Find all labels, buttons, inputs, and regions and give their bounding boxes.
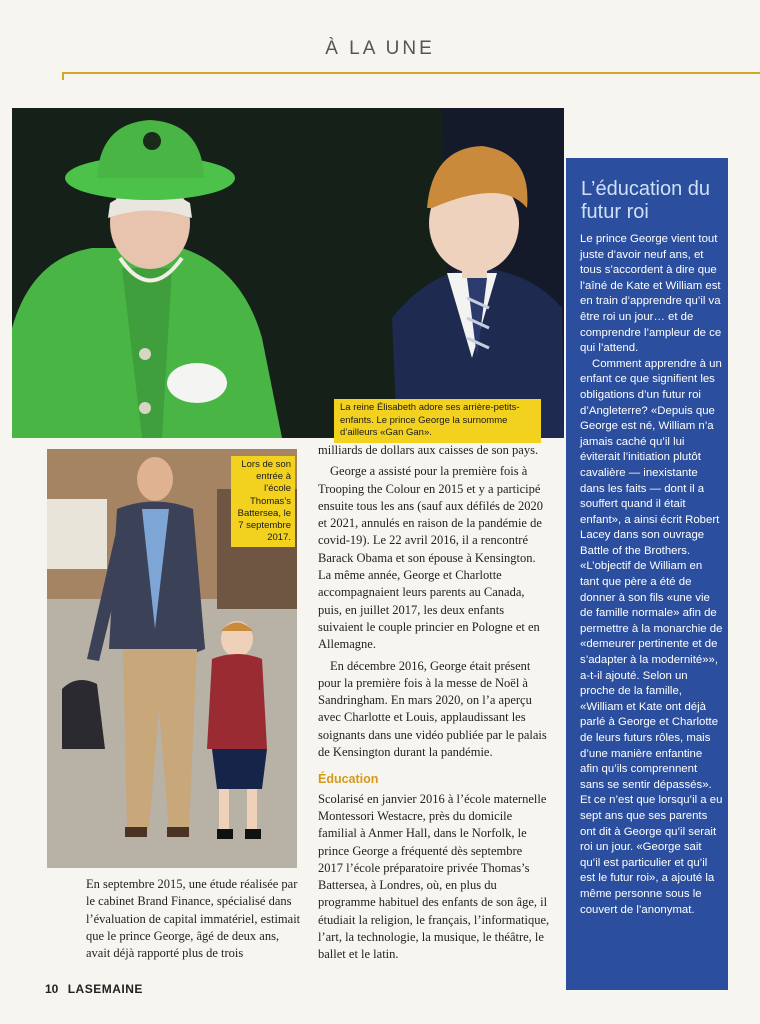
- sidebar-paragraph-1: Le prince George vient tout juste d’avoir neuf ans, et tous s’accordent à dire que l’aîné de Kate et William est en train d’apprendre qu’il va être roi un jour… et de comprendre l’ampleur de ce qui l’attend.: [580, 233, 722, 355]
- brand-name: SEMAINE: [84, 982, 143, 996]
- sidebar-title: L’éducation du futur roi: [581, 178, 711, 223]
- subhead-education: Éducation: [318, 772, 379, 787]
- article-continuation: milliards de dollars aux caisses de son pays.: [318, 443, 539, 457]
- sidebar-text: [580, 232, 723, 918]
- top-photo-caption: La reine Élisabeth adore ses arrière-petits-enfants. Le prince George la surnomme d’ailleurs «Gan Gan».: [334, 399, 541, 443]
- sidebar-education: [566, 158, 728, 990]
- header-rule-cap: [62, 72, 64, 80]
- article-column-1: [86, 876, 304, 966]
- sidebar-paragraph-2: Comment apprendre à un enfant ce que signifient les obligations d’un futur roi d’Angleterre? «Depuis que George est né, William n’a jamais caché qu’il lui éviterait l’initiation plutôt cavalière — inexistante dans les faits — dont il a souffert quand il était enfant», a ainsi écrit Robert Lacey dans son ouvrage Battle of the Brothers. «L’objectif de William en tant que père a été de donner à son fils «une vie de famille normale» afin de permettre à la monarchie de «demeurer pertinente et de s’adapter à la modernité»», a-t-il ajouté. Selon un proche de la famille, «William et Kate ont déjà parlé à George et Charlotte de leurs futurs rôles, mais d’une manière enfantine afin qu’ils comprennent sans se sentir dépassés». Et ce n’est que lorsqu’il a eu sept ans que ses parents ont dit à George qu’il serait roi un jour. «George sait qu’il est particulier et qu’il est le futur roi», a ajouté la même personne sous le couvert de l’anonymat.: [580, 357, 723, 916]
- photo-queen-and-george-illustration: [12, 108, 564, 438]
- section-title: À LA UNE: [325, 38, 435, 59]
- photo-queen-and-george: [12, 108, 564, 438]
- article-column-2: [318, 442, 550, 968]
- side-photo-caption: Lors de son entrée à l’école Thomas’s Battersea, le 7 septembre 2017.: [231, 456, 295, 547]
- page-number: 10: [45, 982, 59, 996]
- header-rule: [62, 72, 760, 74]
- article-paragraph-2: En décembre 2016, George était présent pour la première fois à la messe de Noël à Sandringham. En mars 2020, on l’a aperçu avec Charlotte et Louis, applaudissant les soignants dans une vidéo publiée par le palais de Kensington durant la pandémie.: [318, 658, 547, 760]
- article-paragraph-1: George a assisté pour la première fois à Trooping the Colour en 2015 et y a participé ensuite tous les ans (sauf aux défilés de 2020 et 2021, annulés en raison de la pandémie de covid-19). Le 22 avril 2016, il a rencontré Barack Obama et son épouse à Kensington. La même année, George et Charlotte accompagnaient leurs parents au Canada, puis, en juillet 2017, les deux enfants suivaient le couple princier en Pologne et en Allemagne.: [318, 464, 543, 652]
- article-paragraph-3: Scolarisé en janvier 2016 à l’école maternelle Montessori Westacre, près du domicile familial à Anmer Hall, dans le Norfolk, le prince George a fréquenté dès septembre 2017 l’école préparatoire privée Thomas’s Battersea, à Londres, où, en plus du programme habituel des enfants de son âge, il étudiait la religion, le français, l’informatique, l’art, la technologie, la musique, le théâtre, le ballet et le latin.: [318, 791, 550, 962]
- page-footer: [45, 982, 143, 996]
- brand-prefix: LA: [67, 982, 85, 996]
- article-lead: En septembre 2015, une étude réalisée par le cabinet Brand Finance, spécialisé dans l’évaluation de capital immatériel, estimait que le prince George, âgé de deux ans, avait déjà rapporté plus de trois: [86, 877, 301, 961]
